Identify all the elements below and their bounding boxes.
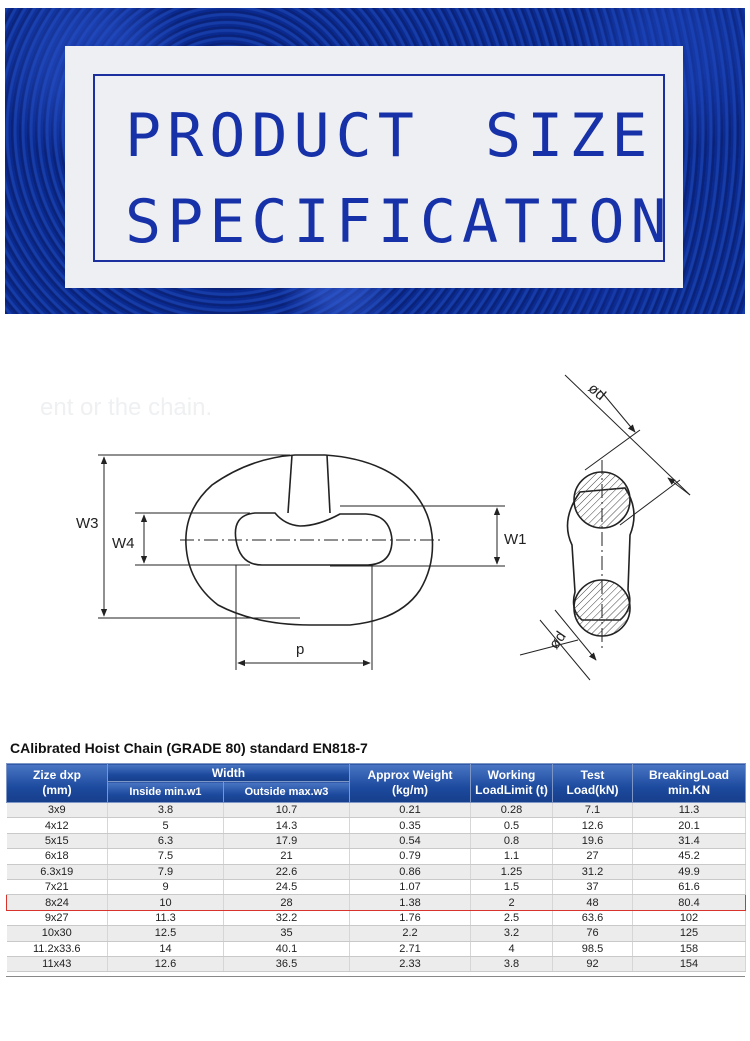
cell-outside-w3: 36.5 [224, 956, 350, 971]
cell-wll: 1.25 [471, 864, 553, 879]
cell-size: 3x9 [7, 803, 108, 818]
header-weight-line1: Approx Weight [367, 768, 453, 782]
cell-wll: 0.8 [471, 833, 553, 848]
cell-test-load: 98.5 [553, 941, 633, 956]
header-breaking [633, 764, 746, 803]
cell-outside-w3: 28 [224, 895, 350, 910]
cell-weight: 0.86 [350, 864, 471, 879]
p-label: p [296, 641, 305, 658]
cell-outside-w3: 10.7 [224, 803, 350, 818]
cell-size: 5x15 [7, 833, 108, 848]
cell-breaking-load: 158 [633, 941, 746, 956]
banner-card [65, 46, 683, 288]
cell-weight: 1.07 [350, 879, 471, 894]
cell-inside-w1: 12.5 [108, 926, 224, 941]
cell-test-load: 76 [553, 926, 633, 941]
banner-frame [93, 74, 673, 262]
spec-table [6, 763, 746, 972]
cell-breaking-load: 61.6 [633, 879, 746, 894]
cell-inside-w1: 3.8 [108, 803, 224, 818]
cell-outside-w3: 40.1 [224, 941, 350, 956]
cell-test-load: 27 [553, 849, 633, 864]
d-label-bottom: ød [545, 628, 570, 653]
cell-breaking-load: 154 [633, 956, 746, 971]
cell-inside-w1: 12.6 [108, 956, 224, 971]
cell-inside-w1: 7.5 [108, 849, 224, 864]
table-title: CAlibrated Hoist Chain (GRADE 80) standard EN818-7 [10, 740, 368, 756]
cell-outside-w3: 21 [224, 849, 350, 864]
cell-breaking-load: 20.1 [633, 818, 746, 833]
cell-breaking-load: 49.9 [633, 864, 746, 879]
header-wll-line2: LoadLimit (t) [475, 783, 548, 797]
table-row [7, 895, 746, 910]
cell-outside-w3: 14.3 [224, 818, 350, 833]
cell-size: 6x18 [7, 849, 108, 864]
cell-size: 9x27 [7, 910, 108, 925]
cell-test-load: 7.1 [553, 803, 633, 818]
header-weight-line2: (kg/m) [392, 783, 428, 797]
cell-wll: 2 [471, 895, 553, 910]
cell-inside-w1: 11.3 [108, 910, 224, 925]
cell-inside-w1: 6.3 [108, 833, 224, 848]
cell-inside-w1: 7.9 [108, 864, 224, 879]
header-wll-line1: Working [487, 768, 536, 782]
table-row [7, 849, 746, 864]
header-weight [350, 764, 471, 803]
w4-label: W4 [112, 535, 135, 552]
cell-inside-w1: 5 [108, 818, 224, 833]
cell-test-load: 19.6 [553, 833, 633, 848]
cell-breaking-load: 125 [633, 926, 746, 941]
cell-test-load: 12.6 [553, 818, 633, 833]
w1-label: W1 [504, 531, 527, 548]
cell-breaking-load: 45.2 [633, 849, 746, 864]
cell-test-load: 31.2 [553, 864, 633, 879]
cell-weight: 1.38 [350, 895, 471, 910]
banner [5, 8, 745, 314]
cell-outside-w3: 24.5 [224, 879, 350, 894]
table-bottom-rule [6, 976, 745, 977]
cell-test-load: 63.6 [553, 910, 633, 925]
cell-inside-w1: 14 [108, 941, 224, 956]
cell-breaking-load: 80.4 [633, 895, 746, 910]
cell-outside-w3: 17.9 [224, 833, 350, 848]
header-width: Width [108, 764, 350, 782]
chain-link-diagram [0, 320, 750, 720]
cell-weight: 2.2 [350, 926, 471, 941]
table-row [7, 910, 746, 925]
link-front-view [180, 455, 440, 625]
cell-wll: 4 [471, 941, 553, 956]
table-row [7, 956, 746, 971]
cell-wll: 1.5 [471, 879, 553, 894]
cell-inside-w1: 10 [108, 895, 224, 910]
cell-breaking-load: 31.4 [633, 833, 746, 848]
cell-weight: 1.76 [350, 910, 471, 925]
cell-wll: 1.1 [471, 849, 553, 864]
cell-wll: 2.5 [471, 910, 553, 925]
cell-test-load: 37 [553, 879, 633, 894]
cell-size: 7x21 [7, 879, 108, 894]
header-breaking-line2: min.KN [668, 783, 710, 797]
header-breaking-line1: BreakingLoad [648, 768, 729, 782]
banner-title-line1 [125, 101, 693, 171]
cell-wll: 0.5 [471, 818, 553, 833]
cell-weight: 0.21 [350, 803, 471, 818]
cell-outside-w3: 22.6 [224, 864, 350, 879]
header-wll [471, 764, 553, 803]
cell-weight: 0.79 [350, 849, 471, 864]
cell-wll: 0.28 [471, 803, 553, 818]
cell-wll: 3.8 [471, 956, 553, 971]
header-inside: Inside min.w1 [108, 782, 224, 803]
cell-weight: 2.71 [350, 941, 471, 956]
table-row [7, 833, 746, 848]
cell-size: 4x12 [7, 818, 108, 833]
header-test [553, 764, 633, 803]
w1-dimension [330, 506, 505, 566]
banner-word-size: SIZE [485, 101, 654, 171]
header-test-line2: Load(kN) [566, 783, 619, 797]
table-row [7, 818, 746, 833]
header-outside: Outside max.w3 [224, 782, 350, 803]
header-size-line1: Zize dxp [32, 768, 81, 782]
cell-test-load: 48 [553, 895, 633, 910]
header-size [7, 764, 108, 803]
cell-size: 11.2x33.6 [7, 941, 108, 956]
table-row [7, 941, 746, 956]
cell-inside-w1: 9 [108, 879, 224, 894]
link-side-view [568, 460, 635, 650]
cell-test-load: 92 [553, 956, 633, 971]
cell-breaking-load: 11.3 [633, 803, 746, 818]
banner-title-line2: SPECIFICATION [125, 187, 673, 257]
cell-outside-w3: 35 [224, 926, 350, 941]
cell-breaking-load: 102 [633, 910, 746, 925]
cell-size: 8x24 [7, 895, 108, 910]
spec-table-body [7, 803, 746, 972]
w4-dimension [135, 513, 250, 565]
cell-weight: 2.33 [350, 956, 471, 971]
w3-label: W3 [76, 515, 99, 532]
table-row [7, 803, 746, 818]
cell-weight: 0.54 [350, 833, 471, 848]
faded-background-text: ent or the chain. [40, 394, 213, 421]
cell-outside-w3: 32.2 [224, 910, 350, 925]
table-row [7, 879, 746, 894]
header-test-line1: Test [580, 768, 605, 782]
header-size-line2: (mm) [42, 783, 72, 797]
cell-wll: 3.2 [471, 926, 553, 941]
table-row [7, 864, 746, 879]
table-row [7, 926, 746, 941]
cell-size: 11x43 [7, 956, 108, 971]
cell-weight: 0.35 [350, 818, 471, 833]
banner-word-product: PRODUCT [125, 101, 420, 171]
d-label-top: ød [584, 379, 609, 405]
cell-size: 10x30 [7, 926, 108, 941]
cell-size: 6.3x19 [7, 864, 108, 879]
